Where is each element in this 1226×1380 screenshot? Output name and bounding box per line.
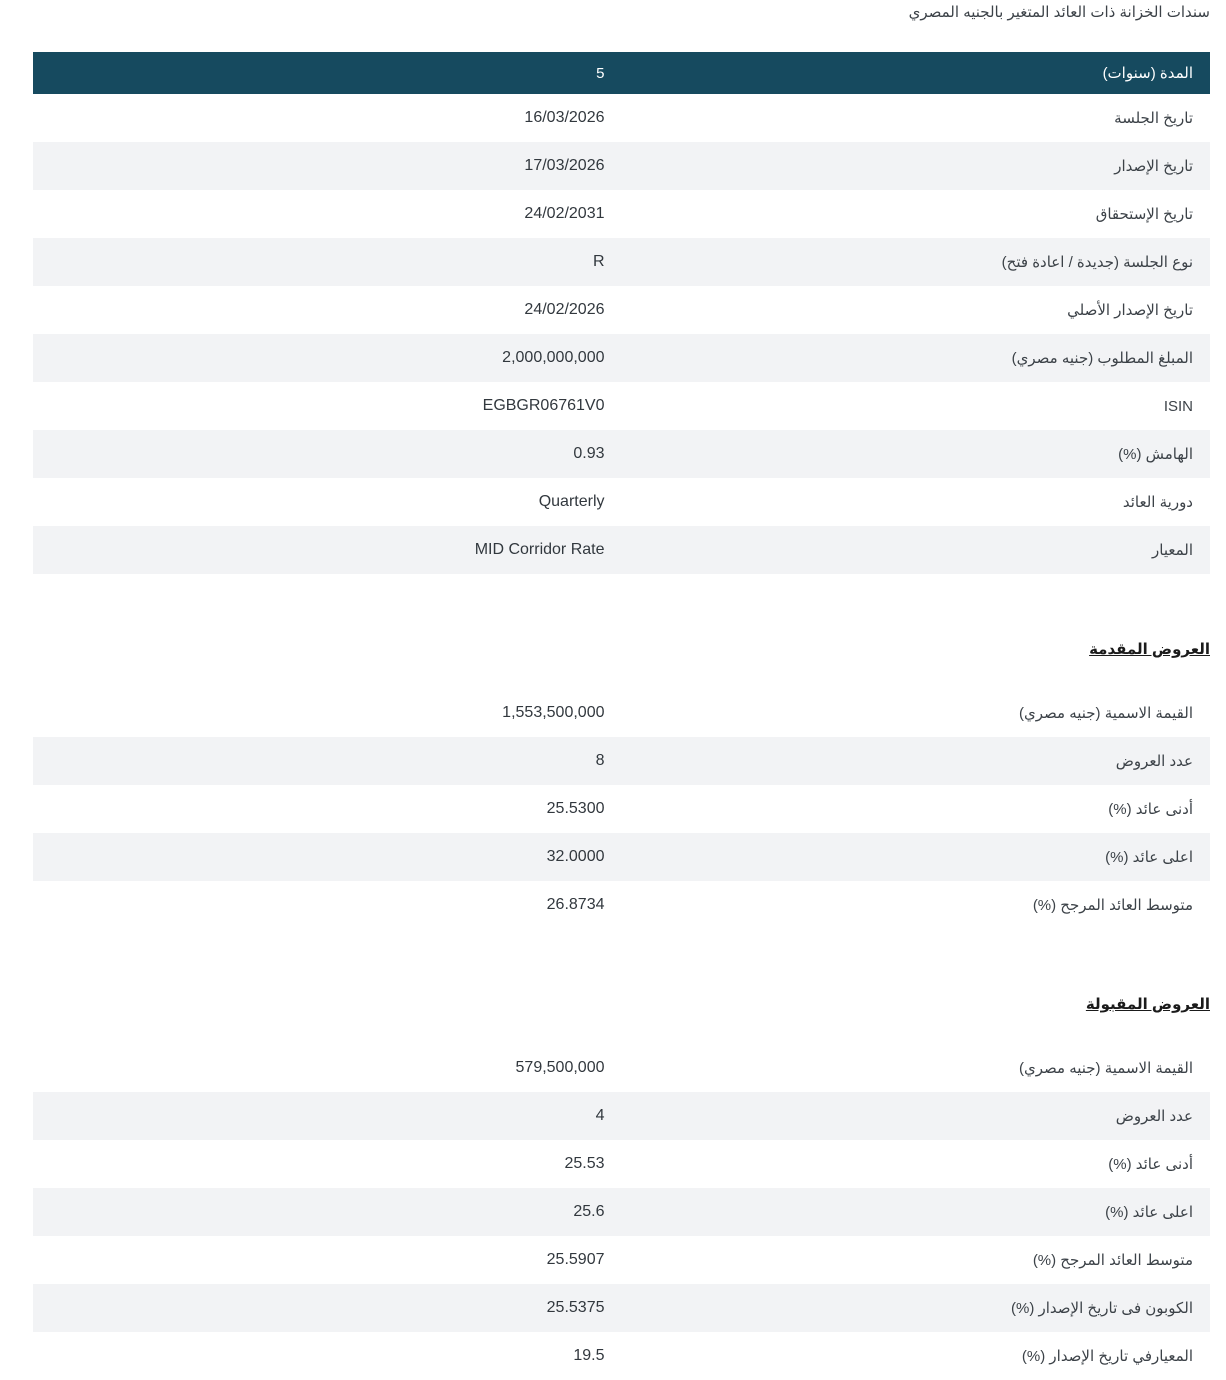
row-value: 1,553,500,000 [502,704,605,721]
row-label: اعلى عائد (%) [1105,1204,1193,1221]
row-label: الهامش (%) [1118,446,1193,463]
row-value: Quarterly [538,493,605,510]
table-row [33,689,1210,737]
row-value: 26.8734 [546,896,605,913]
row-label: تاريخ الإستحقاق [1095,206,1193,223]
row-value: 0.93 [573,445,605,462]
table-row [33,833,1210,881]
row-value: 24/02/2031 [524,205,605,222]
row-value: 19.5 [573,1347,605,1364]
table-row [33,1140,1210,1188]
row-value: 579,500,000 [515,1059,605,1076]
table-row [33,382,1210,430]
row-label: المعيار [1152,542,1193,559]
bond-details-table [33,52,1210,574]
row-value: MID Corridor Rate [474,541,605,558]
row-value: 32.0000 [546,848,605,865]
table-row [33,1284,1210,1332]
row-label: ISIN [1163,397,1193,415]
row-value: 25.6 [573,1203,605,1220]
row-value: 25.5907 [546,1251,605,1268]
row-label: عدد العروض [1115,753,1193,770]
table-row [33,142,1210,190]
row-label: القيمة الاسمية (جنيه مصري) [1018,705,1193,722]
row-value: 25.5375 [546,1299,605,1316]
header-value: 5 [33,52,622,94]
row-value: 8 [595,752,605,769]
row-value: 25.53 [564,1155,605,1172]
row-label: الكوبون فى تاريخ الإصدار (%) [1011,1300,1193,1317]
table-row [33,1188,1210,1236]
table-row [33,881,1210,929]
row-value: 16/03/2026 [524,109,605,126]
row-label: أدنى عائد (%) [1108,801,1193,818]
section-heading-accepted-offers: العروض المقبولة [1085,996,1210,1013]
row-label: تاريخ الإصدار [1114,158,1193,175]
table-row [33,737,1210,785]
row-label: تاريخ الإصدار الأصلي [1067,302,1193,319]
row-label: أدنى عائد (%) [1108,1156,1193,1173]
row-label: اعلى عائد (%) [1105,849,1193,866]
row-label: القيمة الاسمية (جنيه مصري) [1018,1060,1193,1077]
row-value: 2,000,000,000 [502,349,605,366]
table-row [33,190,1210,238]
table-row [33,286,1210,334]
row-label: متوسط العائد المرجح (%) [1032,897,1193,914]
row-label: عدد العروض [1115,1108,1193,1125]
page-title: سندات الخزانة ذات العائد المتغير بالجنيه المصري [908,4,1210,21]
table-row [33,1236,1210,1284]
row-label: نوع الجلسة (جديدة / اعادة فتح) [1001,254,1193,271]
table-row [33,238,1210,286]
row-value: 4 [595,1107,605,1124]
section-heading-submitted-offers: العروض المقدمة [1089,641,1210,658]
submitted-offers-table [33,689,1210,929]
table-row [33,526,1210,574]
row-label: دورية العائد [1122,494,1193,511]
table-header-row [33,52,1210,94]
row-value: 24/02/2026 [524,301,605,318]
row-label: المبلغ المطلوب (جنيه مصري) [1011,350,1193,367]
accepted-offers-table [33,1044,1210,1380]
table-row [33,334,1210,382]
row-label: تاريخ الجلسة [1114,110,1193,127]
table-row [33,1332,1210,1380]
table-row [33,478,1210,526]
row-value: R [592,253,605,270]
table-row [33,785,1210,833]
row-value: 25.5300 [546,800,605,817]
table-row [33,430,1210,478]
row-value: EGBGR06761V0 [482,397,605,414]
table-row [33,94,1210,142]
row-value: 17/03/2026 [524,157,605,174]
header-label: المدة (سنوات) [622,52,1211,94]
row-label: المعيارفي تاريخ الإصدار (%) [1021,1348,1193,1365]
row-label: متوسط العائد المرجح (%) [1032,1252,1193,1269]
table-row [33,1092,1210,1140]
table-row [33,1044,1210,1092]
